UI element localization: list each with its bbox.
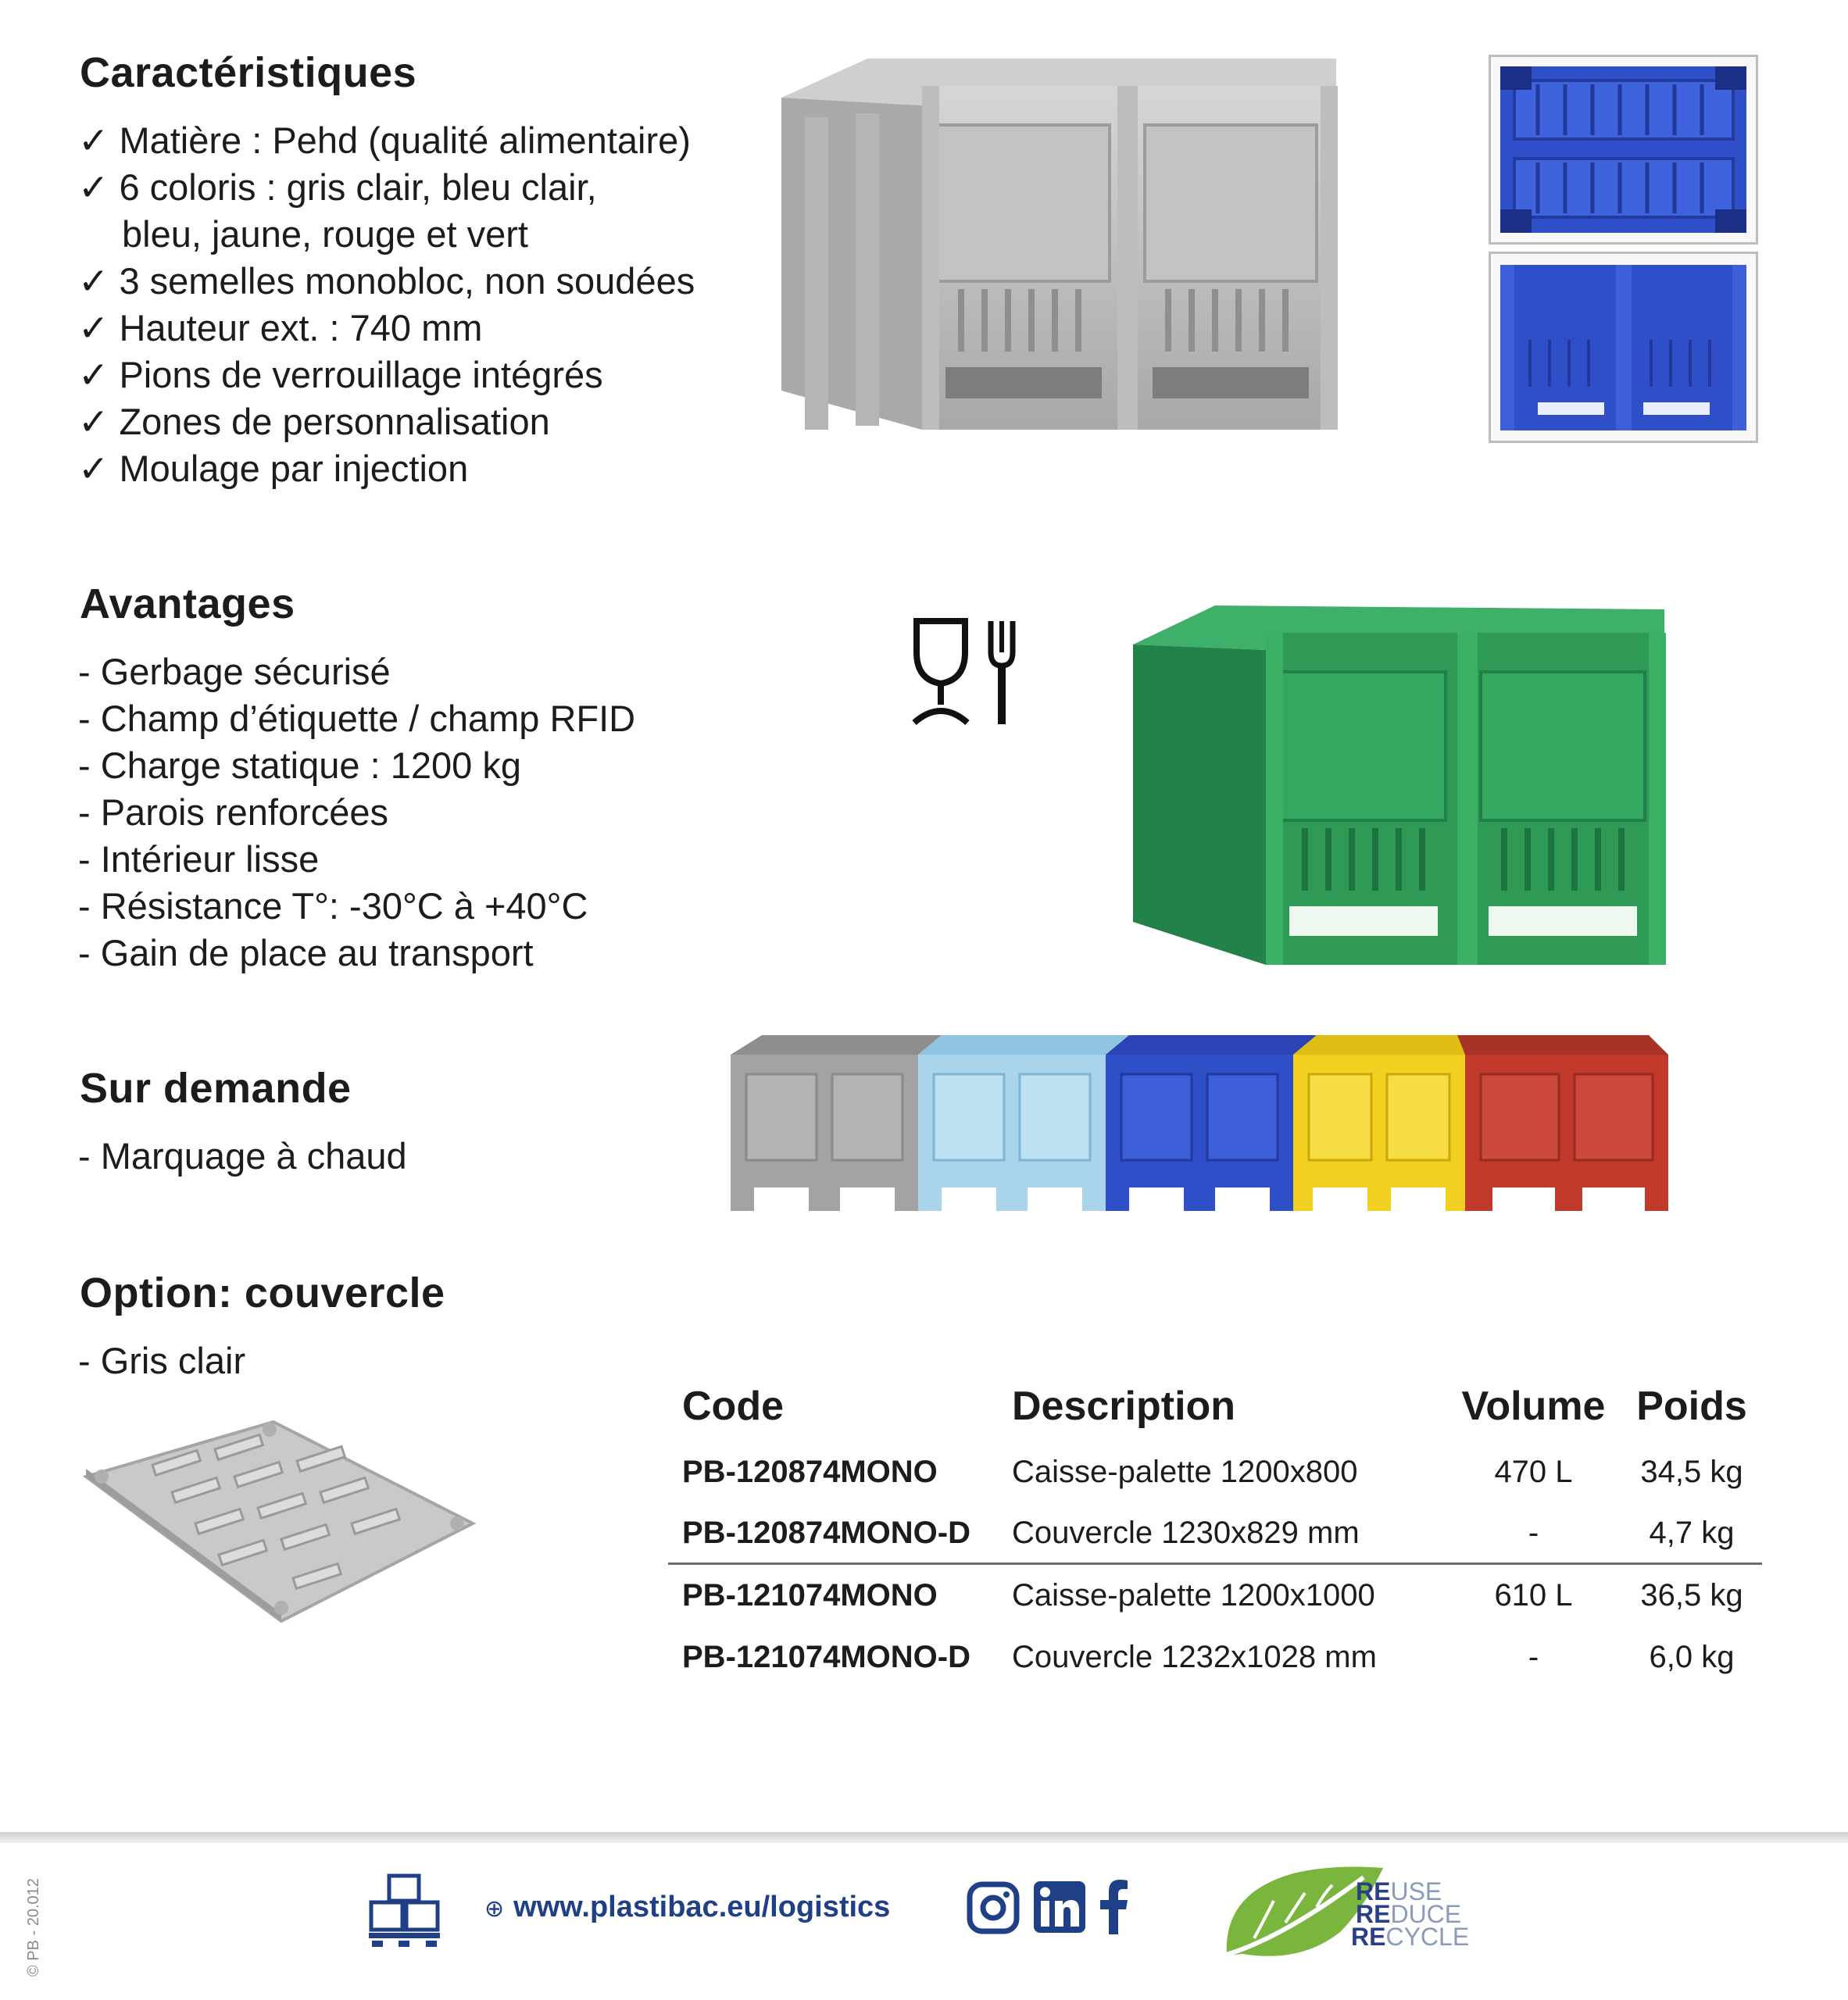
table-header-row xyxy=(668,1371,1762,1441)
list-item: - Résistance T°: -30°C à +40°C xyxy=(78,885,588,927)
cell-description: Caisse-palette 1200x800 xyxy=(1012,1455,1358,1489)
list-item: - Gerbage sécurisé xyxy=(78,651,391,692)
crate-grey xyxy=(731,1035,942,1211)
instagram-icon[interactable] xyxy=(967,1881,1020,1934)
product-table xyxy=(668,1371,1762,1688)
list-item: ✓ Moulage par injection xyxy=(78,448,469,489)
cell-code: PB-120874MONO xyxy=(682,1455,938,1489)
header-description: Description xyxy=(1012,1384,1236,1429)
cell-description: Couvercle 1232x1028 mm xyxy=(1012,1640,1377,1674)
on-demand-list xyxy=(78,1133,407,1180)
cell-volume: - xyxy=(1528,1640,1539,1674)
list-item: bleu, jaune, rouge et vert xyxy=(122,213,528,255)
cell-volume: - xyxy=(1528,1515,1539,1550)
list-item: ✓ Matière : Pehd (qualité alimentaire) xyxy=(78,120,691,161)
crate-light-blue xyxy=(918,1035,1129,1211)
on-demand-title: Sur demande xyxy=(80,1065,352,1112)
cell-description: Caisse-palette 1200x1000 xyxy=(1012,1578,1375,1612)
header-weight: Poids xyxy=(1636,1384,1747,1429)
advantages-title: Avantages xyxy=(80,580,295,627)
list-item: - Gris clair xyxy=(78,1340,246,1381)
list-item: - Marquage à chaud xyxy=(78,1135,407,1177)
grey-crate-image xyxy=(774,55,1348,438)
table-row xyxy=(668,1441,1762,1503)
table-row xyxy=(668,1503,1762,1565)
list-item: - Charge statique : 1200 kg xyxy=(78,745,521,786)
list-item: - Parois renforcées xyxy=(78,791,389,833)
copyright-note: © PB - 20.012 xyxy=(25,1878,42,1977)
list-item: - Intérieur lisse xyxy=(78,838,320,880)
color-range-image xyxy=(731,1035,1668,1215)
list-item: ✓ Pions de verrouillage intégrés xyxy=(78,354,603,395)
globe-icon: ⊕ xyxy=(484,1896,505,1922)
header-code: Code xyxy=(682,1384,784,1429)
linkedin-icon[interactable] xyxy=(1034,1881,1085,1933)
cell-weight: 6,0 kg xyxy=(1649,1640,1735,1674)
list-item: - Champ d’étiquette / champ RFID xyxy=(78,698,636,739)
blue-crate-side-view xyxy=(1489,252,1758,443)
list-item: ✓ 6 coloris : gris clair, bleu clair, xyxy=(78,166,597,208)
pallet-boxes-icon xyxy=(367,1873,441,1948)
cell-code: PB-120874MONO-D xyxy=(682,1515,971,1550)
table-row xyxy=(668,1627,1762,1688)
lid-image xyxy=(78,1414,477,1625)
list-item: - Gain de place au transport xyxy=(78,932,534,973)
list-item: ✓ Hauteur ext. : 740 mm xyxy=(78,307,483,348)
footer-divider xyxy=(0,1832,1848,1843)
facebook-icon[interactable] xyxy=(1098,1880,1129,1934)
cell-volume: 470 L xyxy=(1494,1455,1573,1489)
list-item: ✓ Zones de personnalisation xyxy=(78,401,550,442)
table-row xyxy=(668,1565,1762,1627)
cell-description: Couvercle 1230x829 mm xyxy=(1012,1515,1360,1550)
option-list xyxy=(78,1338,245,1384)
cell-code: PB-121074MONO xyxy=(682,1578,938,1612)
website-url: www.plastibac.eu/logistics xyxy=(513,1891,891,1923)
characteristics-list xyxy=(78,117,695,492)
cell-weight: 34,5 kg xyxy=(1640,1455,1743,1489)
advantages-list xyxy=(78,648,635,977)
crate-red xyxy=(1457,1035,1668,1211)
food-safe-icon xyxy=(910,617,1024,727)
characteristics-title: Caractéristiques xyxy=(80,49,417,96)
reuse-reduce-recycle: REUSE REDUCE RECYCLE xyxy=(1351,1877,1470,1951)
crate-blue xyxy=(1106,1035,1317,1211)
cell-weight: 36,5 kg xyxy=(1640,1578,1743,1612)
blue-crate-top-view xyxy=(1489,55,1758,245)
list-item: ✓ 3 semelles monobloc, non soudées xyxy=(78,260,695,302)
website-link[interactable] xyxy=(484,1891,890,1924)
header-volume: Volume xyxy=(1461,1384,1606,1429)
green-crate-image xyxy=(1125,602,1672,969)
cell-code: PB-121074MONO-D xyxy=(682,1640,971,1674)
option-title: Option: couvercle xyxy=(80,1270,445,1316)
cell-weight: 4,7 kg xyxy=(1649,1515,1735,1550)
cell-volume: 610 L xyxy=(1494,1578,1573,1612)
crate-yellow xyxy=(1293,1035,1465,1211)
